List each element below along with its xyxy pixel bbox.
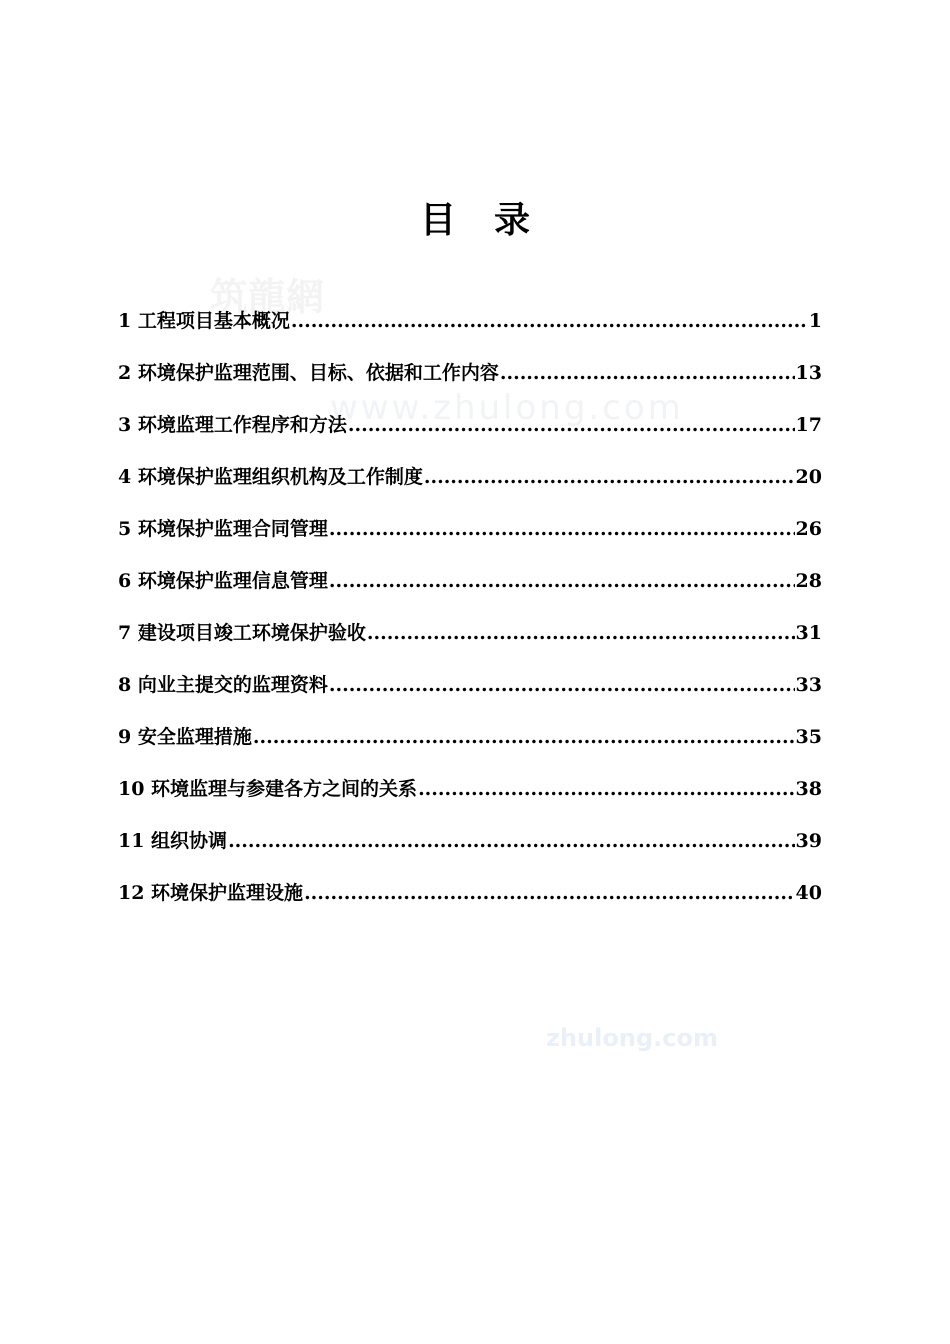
toc-entry-label: 10 环境监理与参建各方之间的关系: [118, 778, 418, 800]
toc-leader-dots: [418, 778, 794, 800]
toc-entry-label: 6 环境保护监理信息管理: [118, 570, 328, 592]
toc-entry-page: 13: [795, 362, 822, 384]
toc-entry-page: 26: [795, 518, 822, 540]
toc-entry-page: 35: [795, 726, 822, 748]
table-of-contents: [118, 306, 822, 930]
toc-leader-dots: [329, 570, 795, 592]
toc-leader-dots: [500, 362, 795, 384]
toc-entry[interactable]: [118, 514, 822, 566]
page-title: 目录: [419, 199, 568, 241]
toc-entry-label: 7 建设项目竣工环境保护验收: [118, 622, 366, 644]
toc-leader-dots: [367, 622, 795, 644]
watermark-url: www.zhulong.com: [330, 388, 684, 428]
toc-entry-label: 3 环境监理工作程序和方法: [118, 414, 347, 436]
toc-entry[interactable]: [118, 306, 822, 358]
toc-entry[interactable]: [118, 618, 822, 670]
toc-entry[interactable]: [118, 826, 822, 878]
toc-leader-dots: [291, 310, 808, 332]
toc-entry-label: 11 组织协调: [118, 830, 228, 852]
toc-entry[interactable]: [118, 410, 822, 462]
watermark-logo-text: 筑龍網: [210, 274, 325, 319]
toc-entry[interactable]: [118, 566, 822, 618]
toc-entry-page: 1: [808, 310, 822, 332]
toc-entry-label: 1 工程项目基本概况: [118, 310, 290, 332]
toc-entry-label: 8 向业主提交的监理资料: [118, 674, 328, 696]
toc-entry-label: 2 环境保护监理范围、目标、依据和工作内容: [118, 362, 499, 384]
toc-entry-page: 28: [795, 570, 822, 592]
toc-entry[interactable]: [118, 462, 822, 514]
toc-leader-dots: [228, 830, 794, 852]
toc-entry-label: 5 环境保护监理合同管理: [118, 518, 328, 540]
toc-leader-dots: [329, 674, 795, 696]
toc-entry[interactable]: [118, 774, 822, 826]
toc-entry-page: 39: [795, 830, 822, 852]
toc-leader-dots: [329, 518, 795, 540]
toc-entry[interactable]: [118, 878, 822, 930]
toc-leader-dots: [304, 882, 794, 904]
watermark-bottom: zhulong.com: [546, 1024, 718, 1052]
toc-entry-page: 40: [795, 882, 822, 904]
toc-leader-dots: [348, 414, 795, 436]
toc-entry-label: 9 安全监理措施: [118, 726, 252, 748]
toc-entry[interactable]: [118, 670, 822, 722]
toc-entry-page: 20: [795, 466, 822, 488]
toc-entry-label: 12 环境保护监理设施: [118, 882, 304, 904]
toc-leader-dots: [424, 466, 795, 488]
toc-entry-page: 31: [795, 622, 822, 644]
toc-leader-dots: [253, 726, 795, 748]
toc-entry-label: 4 环境保护监理组织机构及工作制度: [118, 466, 423, 488]
toc-entry-page: 38: [795, 778, 822, 800]
toc-entry[interactable]: [118, 722, 822, 774]
toc-entry[interactable]: [118, 358, 822, 410]
toc-entry-page: 17: [795, 414, 822, 436]
toc-entry-page: 33: [795, 674, 822, 696]
